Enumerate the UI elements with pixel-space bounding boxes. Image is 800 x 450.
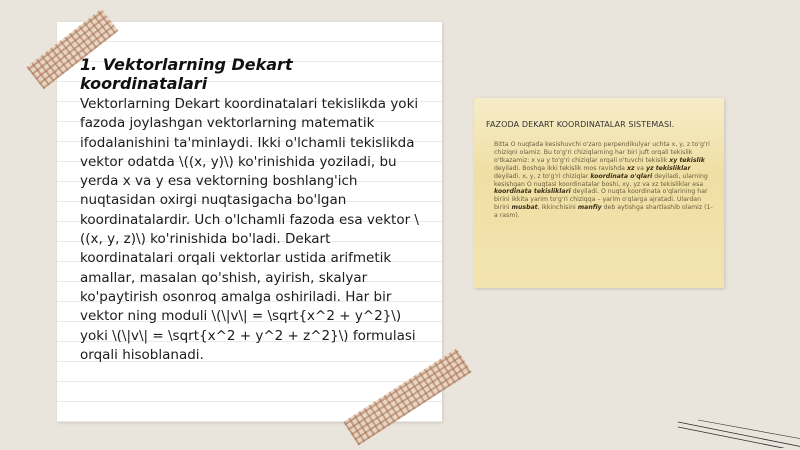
image-note-card <box>474 98 724 288</box>
note-highlight: manfiy <box>577 204 602 212</box>
note-highlight: xy tekislik <box>669 156 705 164</box>
slide-body-text: Vektorlarning Dekart koordinatalari tekislikda yoki fazoda joylashgan vektorlarning matematik ifodalanishini ta'minlaydi. Ikki o'lchamli tekislikda vektor odatda \((x, y)\) ko'rinishida yoziladi, bu yerda x va y esa vektorning boshlang'ich nuqtasidan oxirgi nuqtasigacha bo'lgan koordinatalardir. Uch o'lchamli fazoda esa vektor \((x, y, z)\) ko'rinishida bo'ladi. Dekart koordinatalari orqali vektorlar ustida arifmetik amallar, masalan qo'shish, ayirish, skalyar ko'paytirish osonroq amalga oshiriladi. Har bir vektor ning moduli \(\|v\| = \sqrt{x^2 + y^2}\) yoki \(\|v\| = \sqrt{x^2 + y^2 + z^2}\) formulasi orqali hisoblanadi. <box>80 96 419 363</box>
note-highlight: musbat <box>511 204 538 212</box>
note-highlight: koordinata o'qlari <box>590 172 653 180</box>
note-highlight: koordinata tekisliklari <box>494 188 571 196</box>
decorative-lines <box>678 418 800 448</box>
note-title: FAZODA DEKART KOORDINATALAR SISTEMASI. <box>486 120 675 129</box>
note-highlight: xz <box>626 164 635 172</box>
slide-title: 1. Vektorlarning Dekart koordinatalari <box>80 55 293 93</box>
note-highlight: yz tekisliklar <box>645 164 691 172</box>
note-text: Bitta O nuqtada kesishuvchi o'zaro perpendikulyar uchta x, y, z to'g'ri chiziqni olamiz. Bu to'g'ri chiziqlarning har biri juft orqali tekislik o'tkazamiz: x va y to'g'ri chiziqlar orqali o'tuvchi tekislik xy tekislik deyiladi. Boshqa ikki tekislik mos ravishda xz va yz tekisliklar deyiladi. x, y, z to'g'ri chiziqlar koordinata o'qlari deyiladi, ularning kesishgan O nuqtasi koordinatalar boshi, xy, yz va xz tekisliklar esa koordinata tekisliklari deyiladi. O nuqta koordinata o'qlarining har birini ikkita yarim to'g'ri chiziqqa – yarim o'qlarga ajratadi. Ulardan birini musbat, ikkinchisini manfiy deb aytishga shartlashib olamiz (1-a rasm). <box>494 141 713 220</box>
